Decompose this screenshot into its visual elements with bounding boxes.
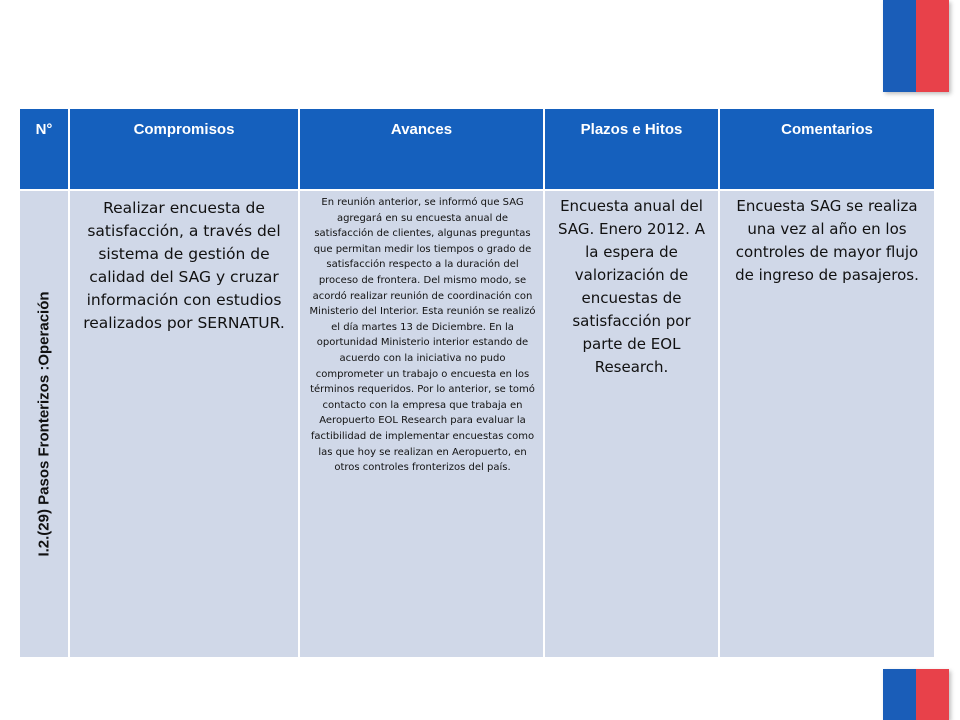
- table-header-row: [19, 108, 935, 190]
- cell-plazos: Encuesta anual del SAG. Enero 2012. A la espera de valorización de encuestas de satisfacción por parte de EOL Research.: [544, 190, 719, 658]
- cell-avances: En reunión anterior, se informó que SAG agregará en su encuesta anual de satisfacción de clientes, algunas preguntas que permitan medir los tiempos o grado de satisfacción respecto a la duración del proceso de frontera. Del mismo modo, se acordó realizar reunión de coordinación con Ministerio del Interior. Esta reunión se realizó el día martes 13 de Diciembre. En la oportunidad Ministerio interior estando de acuerdo con la iniciativa no pudo comprometer un trabajo o encuesta en los términos requeridos. Por lo anterior, se tomó contacto con la empresa que trabaja en Aeropuerto EOL Research para evaluar la factibilidad de implementar encuestas como las que hoy se realizan en Aeropuerto, en otros controles fronterizos del país.: [299, 190, 544, 658]
- flag-blue-stripe: [883, 669, 916, 720]
- header-num: N°: [19, 108, 69, 190]
- flag-decoration-bottom: [883, 669, 949, 720]
- row-num-label: I.2.(29) Pasos Fronterizos :Operación: [35, 291, 53, 557]
- flag-decoration-top: [883, 0, 949, 92]
- flag-red-stripe: [916, 669, 949, 720]
- cell-compromisos: Realizar encuesta de satisfacción, a través del sistema de gestión de calidad del SAG y cruzar información con estudios realizados por SERNATUR.: [69, 190, 299, 658]
- flag-red-stripe: [916, 0, 949, 92]
- cell-comentarios: Encuesta SAG se realiza una vez al año en los controles de mayor flujo de ingreso de pasajeros.: [719, 190, 935, 658]
- header-avances: Avances: [299, 108, 544, 190]
- commitments-table: [18, 107, 936, 659]
- flag-blue-stripe: [883, 0, 916, 92]
- header-plazos: Plazos e Hitos: [544, 108, 719, 190]
- header-comentarios: Comentarios: [719, 108, 935, 190]
- header-compromisos: Compromisos: [69, 108, 299, 190]
- row-num-cell: [19, 190, 69, 658]
- table-row: [19, 190, 935, 658]
